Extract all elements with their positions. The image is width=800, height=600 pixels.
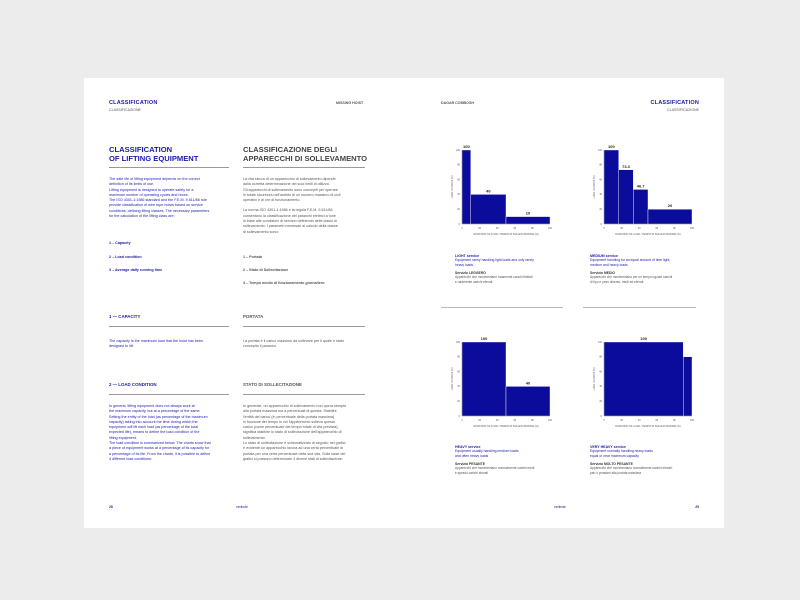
x-tick-label: 20 [478, 419, 481, 422]
en-capacity-text [109, 339, 234, 350]
y-tick-label: 60 [457, 370, 460, 374]
x-tick-label: 80 [531, 227, 534, 230]
text-line: concepito il paranco. [243, 344, 277, 349]
text-line: sollevamento. I parametri necessari al calcolo della classe [243, 224, 338, 229]
caption-line: and often heavy loads [455, 453, 489, 458]
text-line: The safe life of lifting equipment depends on the correct [109, 177, 200, 181]
en-load-heading: 2 — LOAD CONDITION [109, 382, 157, 387]
text-line: designed to lift. [109, 344, 134, 349]
heavy-service-caption [455, 445, 565, 475]
en-title [109, 146, 198, 163]
y-axis-label: LOAD / CARICO (%) [593, 367, 596, 391]
caption-it-title: Servizio PESANTE [455, 462, 485, 467]
caption-line: Apparecchi che movimentano normalmente carichi medi [455, 466, 535, 471]
text-line: capacity) taking into account the time during which the [109, 419, 198, 424]
caption-line: Apparecchi che movimentano per un tempo uguale carichi [590, 275, 673, 280]
text-line: grafici si possono determinare 4 diversi stati di sollecitazione: [243, 456, 343, 461]
y-tick-label: 20 [457, 400, 460, 403]
x-tick-label: 0 [461, 419, 463, 422]
it-title [243, 146, 367, 163]
header-tag: MISSING HOIST [336, 101, 364, 105]
x-tick-label: 60 [513, 227, 517, 230]
page-number: 29 [695, 505, 699, 509]
caption-line: Equipment usually handling medium loads [455, 449, 519, 453]
y-tick-label: 40 [457, 385, 460, 389]
text-line: dalla corretta determinazione dei suoi limiti di utilizzo. [243, 182, 330, 187]
text-line: in totale sicurezza nell'ambito di un numero massimo di cicli [243, 192, 341, 197]
bar [506, 217, 550, 224]
bar [462, 342, 506, 416]
caption-title: VERY HEAVY service [590, 445, 627, 449]
y-tick-label: 60 [599, 178, 602, 182]
en-capacity-heading: 1 — CAPACITY [109, 314, 141, 319]
divider [243, 326, 365, 327]
data-label: 20 [667, 203, 673, 209]
bar [471, 194, 506, 224]
x-tick-label: 20 [620, 227, 623, 230]
caption-line: equal or near maximum capacity [590, 453, 639, 458]
data-label: 100 [640, 336, 647, 341]
x-tick-label: 40 [495, 227, 499, 230]
bar [604, 342, 683, 416]
data-label: 100 [608, 144, 615, 149]
caption-line: Apparecchi che movimentano normalmente carichi elevati, [590, 466, 673, 471]
it-load-text [243, 404, 373, 462]
x-axis-label: DURATION OF LOAD / TEMPO DI SOLLECITAZIONE (%) [473, 425, 539, 428]
caption-line: medium and heavy loads [590, 262, 628, 267]
en-intro [109, 177, 234, 219]
y-axis-label: LOAD / CARICO (%) [451, 367, 454, 391]
data-label: 40 [486, 188, 491, 194]
x-tick-label: 0 [603, 419, 605, 422]
text-line: definition of its limits of use. [109, 182, 155, 187]
y-axis-label: LOAD / CARICO (%) [593, 175, 596, 199]
text-line: La portata è il carico massimo da sollevare per il quale è stato [243, 339, 345, 343]
page-number: 28 [109, 505, 113, 509]
caption-line: pari o prossimi alla portata massima [590, 470, 642, 475]
medium-service-chart [583, 138, 697, 244]
x-axis-label: DURATION OF LOAD / TEMPO DI SOLLECITAZIONE (%) [615, 233, 681, 236]
text-line: consentono la classificazione dei paranchi elettrici a fune [243, 213, 336, 218]
caption-it-title: Servizio MOLTO PESANTE [590, 462, 633, 467]
footer-brand: verlinde [554, 505, 566, 509]
text-line: l'entità del carico (in percentuale della portata massima) [243, 414, 335, 419]
x-tick-label: 60 [513, 419, 517, 422]
y-tick-label: 0 [600, 414, 602, 418]
text-line: the maximum capacity, but at a percentage of the same. [109, 409, 201, 414]
it-list-item-2: 2 – Stato di Sollecitazione [243, 268, 289, 272]
caption-title: LIGHT service [455, 254, 480, 258]
x-tick-label: 40 [637, 227, 641, 230]
it-load-heading: STATO DI SOLLECITAZIONE [243, 382, 302, 387]
text-line: The ISO 4301-1:1986 standard and the F.E.M. 9.511/86 rule [109, 198, 207, 203]
x-tick-label: 40 [637, 419, 641, 422]
text-line: The capacity is the maximum load that the hoist has been [109, 339, 204, 343]
divider [109, 394, 229, 395]
en-load-text [109, 404, 234, 462]
x-tick-label: 20 [620, 419, 623, 422]
it-intro [243, 177, 373, 235]
en-list-item-1: 1 – Capacity [109, 241, 131, 245]
text-line: La norma ISO 4301-1:1986 e la regola F.E.M. 9.511/86 [243, 208, 333, 213]
divider [109, 326, 229, 327]
bar [619, 170, 634, 224]
caption-line: Equipment handling for an equal amount of time light, [590, 258, 671, 262]
caption-line: Apparecchi che movimentano raramente carichi limitati [455, 275, 533, 280]
caption-title: MEDIUM service [590, 254, 618, 258]
y-tick-label: 80 [457, 163, 460, 167]
bar [462, 150, 471, 224]
x-tick-label: 60 [655, 227, 659, 230]
y-tick-label: 60 [599, 370, 602, 374]
data-label: 10 [525, 210, 531, 216]
divider [441, 307, 563, 308]
header-subtitle: CLASSIFICAZIONE [667, 108, 699, 112]
caption-it-title: Servizio LEGGERO [455, 271, 486, 276]
text-line: provide classification of wire rope hoists based on service [109, 203, 203, 208]
y-tick-label: 100 [456, 340, 460, 344]
header-title: CLASSIFICATION [650, 100, 699, 106]
text-line: expected life), means to define the load condition of the [109, 430, 200, 435]
text-line: carico (come percentuale del tempo totale di vita prevista), [243, 425, 339, 430]
footer-brand: verlinde [236, 505, 248, 509]
en-list-item-3: 3 – Average daily running time [109, 268, 163, 272]
x-tick-label: 80 [531, 419, 534, 422]
y-tick-label: 40 [457, 193, 460, 197]
x-axis-label: DURATION OF LOAD / TEMPO DI SOLLECITAZIONE (%) [615, 425, 681, 428]
x-axis-label: DURATION OF LOAD / TEMPO DI SOLLECITAZIONE (%) [473, 233, 539, 236]
caption-line: e spesso carichi elevati [455, 470, 488, 475]
text-line: portata per una certa percentuale della sua vita. Sulla base dei [243, 451, 346, 456]
header-title: CLASSIFICATION [109, 100, 158, 106]
x-tick-label: 100 [690, 227, 694, 230]
text-line: in base alle condizioni di servizio definendo delle classi di [243, 219, 337, 224]
header-subtitle: CLASSIFICAZIONE [109, 108, 141, 112]
y-tick-label: 100 [456, 148, 460, 152]
text-line: equipment will lift each load (as percentage of the total [109, 425, 198, 430]
caption-title: HEAVY service [455, 445, 481, 449]
it-title-line-1: CLASSIFICAZIONE DEGLI [243, 145, 338, 154]
text-line: a percentage of its life. From the charts, it is possible to define [109, 451, 211, 456]
text-line: for the calculation of the lifting class are: [109, 214, 175, 219]
text-line: maximum number of operating cycles and hours. [109, 192, 189, 197]
en-title-line-1: CLASSIFICATION [109, 145, 173, 154]
data-label: 100 [480, 336, 488, 341]
bar [633, 189, 648, 224]
text-line: lifting equipment. [109, 435, 137, 440]
y-tick-label: 100 [598, 340, 602, 344]
light-service-caption [455, 254, 565, 284]
text-line: alla portata massima ma a percentuali di questa. Stabilire [243, 409, 337, 414]
data-label: 46.7 [636, 183, 645, 189]
it-capacity-text [243, 339, 373, 350]
very-heavy-service-caption [590, 445, 700, 475]
divider [243, 167, 365, 168]
x-tick-label: 20 [478, 227, 481, 230]
it-list-item-3: 3 – Tempo medio di funzionamento giornaliero [243, 281, 325, 285]
text-line: Gli apparecchi di sollevamento sono concepiti per operare [243, 187, 338, 192]
y-tick-label: 80 [599, 355, 602, 359]
y-tick-label: 80 [599, 163, 602, 167]
x-tick-label: 0 [461, 227, 463, 230]
y-tick-label: 40 [599, 385, 602, 389]
text-line: significa stabilire lo stato di sollecitazione dell'apparecchio di [243, 430, 342, 435]
bar [683, 357, 692, 416]
text-line: conditions, defining lifting classes. The necessary parameters [109, 208, 210, 213]
bar [506, 386, 550, 416]
y-axis-label: LOAD / CARICO (%) [451, 175, 454, 199]
bar [648, 209, 692, 224]
x-tick-label: 100 [548, 419, 552, 422]
en-list-item-2: 2 – Load condition [109, 255, 142, 259]
en-title-line-2: OF LIFTING EQUIPMENT [109, 153, 199, 163]
text-line: sollevamento. [243, 435, 266, 440]
bar [604, 150, 619, 224]
text-line: è evidente un apparecchio lavora ad una certa percentuale di [243, 446, 344, 451]
heavy-service-chart [441, 330, 555, 436]
y-tick-label: 20 [457, 208, 460, 211]
text-line: La vita sicura di un apparecchio di sollevamento dipende [243, 177, 336, 181]
divider [243, 394, 365, 395]
caption-line: Equipment normally handling heavy loads [590, 449, 653, 453]
left-page [84, 78, 404, 528]
text-line: Lifting equipment is designed to operate safely for a [109, 187, 194, 192]
text-line: In general, lifting equipment does not always work at [109, 404, 195, 408]
it-title-line-2: APPARECCHI DI SOLLEVAMENTO [243, 153, 368, 163]
it-list-item-1: 1 – Portata [243, 255, 262, 259]
data-label: 40 [525, 380, 531, 386]
right-page [404, 78, 724, 528]
x-tick-label: 40 [495, 419, 499, 422]
text-line: a piece of equipment works at a percentage of its capacity for [109, 446, 210, 451]
text-line: In generale, un apparecchio di sollevamento non opera sempre [243, 404, 347, 408]
y-tick-label: 60 [457, 178, 460, 182]
y-tick-label: 100 [598, 148, 602, 152]
caption-line: Equipment rarely handling light loads and only rarely [455, 258, 534, 262]
text-line: Setting the entity of the load (as percentage of the maximum [109, 414, 208, 419]
caption-line: e raramente carichi elevati [455, 279, 493, 284]
text-line: di sollevamento sono: [243, 229, 279, 234]
header-tag: DAGAR COMBOSH [441, 101, 474, 105]
y-tick-label: 0 [458, 414, 460, 418]
text-line: The load condition is summarized below. The charts show that [109, 441, 211, 446]
x-tick-label: 80 [673, 227, 676, 230]
y-tick-label: 20 [599, 400, 602, 403]
x-tick-label: 80 [673, 419, 676, 422]
x-tick-label: 60 [655, 419, 659, 422]
text-line: operativi e di ore di funzionamento. [243, 198, 301, 203]
light-service-chart [441, 138, 555, 244]
text-line: in funzione del tempo in cui l'apparecchio solleva questo [243, 419, 335, 424]
y-tick-label: 80 [457, 355, 460, 359]
data-label: 73.3 [622, 163, 630, 169]
caption-line: di tipo e peso diverso, medi ed elevati [590, 279, 644, 284]
y-tick-label: 20 [599, 208, 602, 211]
data-label: 100 [463, 144, 470, 149]
caption-it-title: Servizio MEDIO [590, 271, 616, 276]
x-tick-label: 100 [548, 227, 552, 230]
x-tick-label: 100 [690, 419, 694, 422]
text-line: 4 different load conditions: [109, 456, 152, 461]
text-line: Lo stato di sollecitazione è schematizzato di seguito: nei grafici [243, 441, 346, 446]
x-tick-label: 0 [603, 227, 605, 230]
very-heavy-service-chart [583, 330, 697, 436]
y-tick-label: 40 [599, 193, 602, 197]
it-capacity-heading: PORTATA [243, 314, 264, 319]
caption-line: heavy loads [455, 262, 474, 267]
y-tick-label: 0 [600, 222, 602, 226]
medium-service-caption [590, 254, 700, 284]
divider [109, 167, 229, 168]
y-tick-label: 0 [458, 222, 460, 226]
divider [583, 307, 696, 308]
